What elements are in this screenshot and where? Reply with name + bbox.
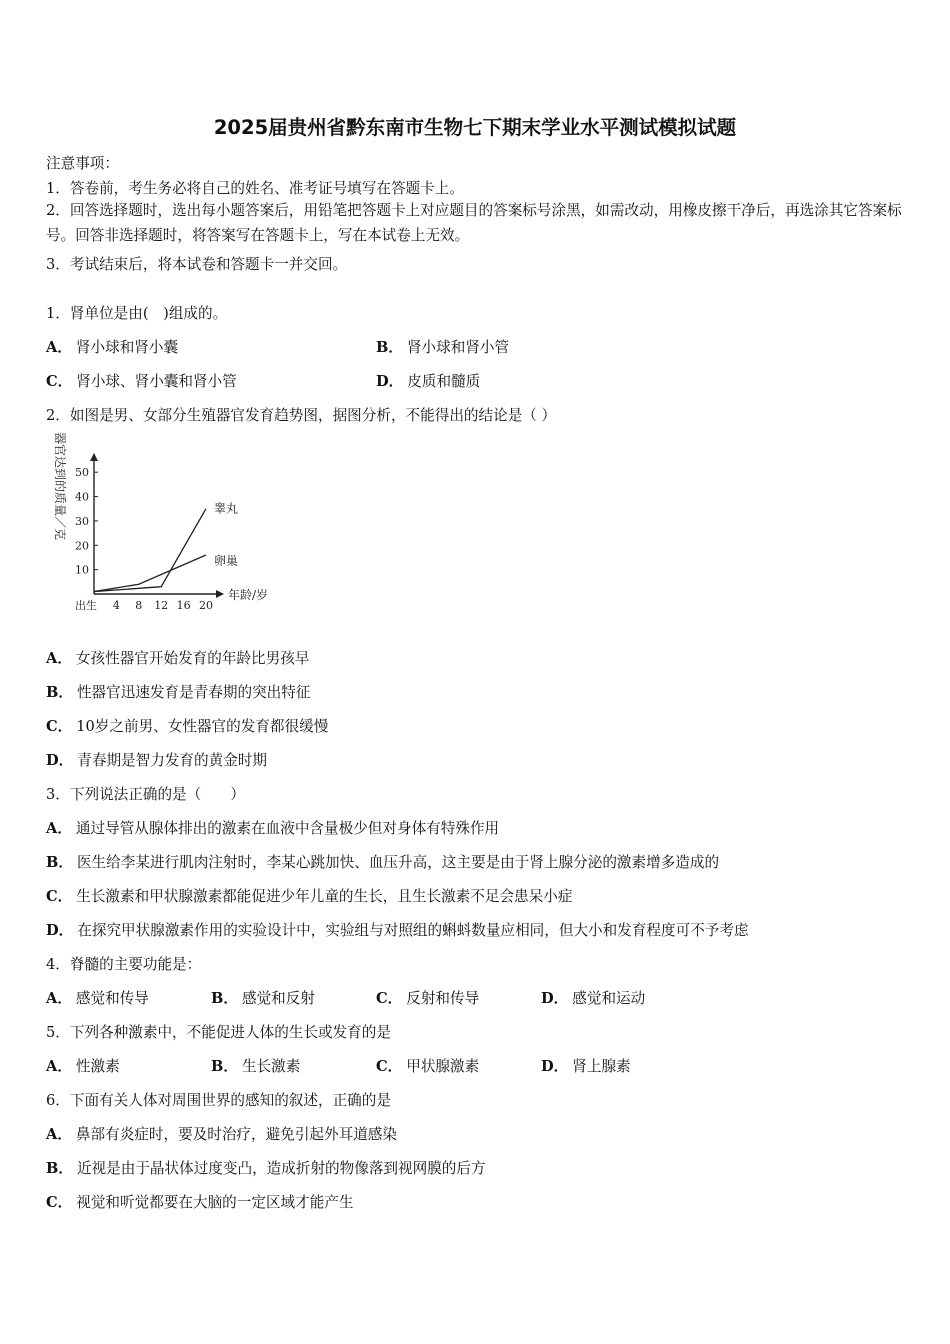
option-text: 感觉和传导 (75, 990, 149, 1007)
option-label: D． (541, 990, 569, 1007)
option-label: C． (46, 718, 73, 735)
option-label: C． (46, 888, 73, 905)
option-text: 性器官迅速发育是青春期的突出特征 (76, 684, 311, 701)
option-label: B． (46, 684, 73, 701)
option-text: 甲状腺激素 (406, 1058, 480, 1075)
option-text: 通过导管从腺体排出的激素在血液中含量极少但对身体有特殊作用 (75, 820, 500, 837)
option-text: 皮质和髓质 (407, 373, 481, 390)
series-label-1: 睾丸 (214, 501, 239, 516)
y-tick-label: 30 (75, 514, 89, 528)
option-text: 感觉和运动 (572, 990, 646, 1007)
notice-item-2: 2．回答选择题时，选出每小题答案后，用铅笔把答题卡上对应题目的答案标号涂黑，如需改动，用橡皮擦干净后，再选涂其它答案标号。回答非选择题时，将答案写在答题卡上，写在本试卷上无效。 (46, 202, 902, 244)
q5-option-b[interactable] (211, 1055, 300, 1076)
q3-option-b[interactable] (46, 851, 719, 872)
y-axis-label: 器官达到的质量／克 (53, 432, 67, 541)
question-6-stem: 6．下面有关人体对周围世界的感知的叙述，正确的是 (46, 1092, 391, 1109)
option-text: 性激素 (75, 1058, 120, 1075)
q4-option-b[interactable] (211, 987, 315, 1008)
x-tick-label: 4 (112, 599, 120, 612)
series-line-2 (94, 555, 206, 592)
notice-heading: 注意事项： (46, 155, 119, 172)
q2-option-b[interactable] (46, 681, 310, 702)
y-tick-label: 40 (75, 490, 89, 504)
option-text: 10岁之前男、女性器官的发育都很缓慢 (76, 718, 329, 735)
option-text: 肾上腺素 (572, 1058, 631, 1075)
q3-option-c[interactable] (46, 885, 572, 906)
q1-option-a[interactable] (46, 336, 178, 357)
x-tick-label: 出生 (75, 599, 97, 612)
option-label: B． (46, 1160, 73, 1177)
option-label: D． (541, 1058, 569, 1075)
option-text: 青春期是智力发育的黄金时期 (77, 752, 267, 769)
q1-option-c[interactable] (46, 370, 237, 391)
option-label: B． (376, 339, 403, 356)
option-text: 生长激素和甲状腺激素都能促进少年儿童的生长，且生长激素不足会患呆小症 (76, 888, 573, 905)
option-text: 女孩性器官开始发育的年龄比男孩早 (75, 650, 310, 667)
option-label: C． (376, 1058, 403, 1075)
question-1-stem: 1．肾单位是由( )组成的。 (46, 305, 228, 322)
option-text: 视觉和听觉都要在大脑的一定区域才能产生 (76, 1194, 354, 1211)
x-tick-label: 12 (154, 599, 169, 612)
q5-option-d[interactable] (541, 1055, 631, 1076)
q2-option-a[interactable] (46, 647, 309, 668)
q1-option-d[interactable] (376, 370, 480, 391)
option-label: B． (211, 990, 238, 1007)
option-text: 肾小球和肾小囊 (75, 339, 179, 356)
page-title: 2025届贵州省黔东南市生物七下期末学业水平测试模拟试题 (213, 116, 737, 139)
q6-option-a[interactable] (46, 1123, 397, 1144)
option-label: D． (46, 752, 74, 769)
option-text: 反射和传导 (406, 990, 480, 1007)
option-label: B． (46, 854, 73, 871)
option-label: A． (46, 1058, 72, 1075)
option-label: D． (376, 373, 404, 390)
option-text: 在探究甲状腺激素作用的实验设计中，实验组与对照组的蝌蚪数量应相同，但大小和发育程度可不予考虑 (77, 922, 749, 939)
q5-option-c[interactable] (376, 1055, 479, 1076)
question-3-stem: 3．下列说法正确的是（ ） (46, 786, 246, 803)
option-text: 医生给李某进行肌肉注射时，李某心跳加快、血压升高，这主要是由于肾上腺分泌的激素增多造成的 (76, 854, 720, 871)
option-label: A． (46, 1126, 72, 1143)
q6-option-b[interactable] (46, 1157, 486, 1178)
option-label: A． (46, 990, 72, 1007)
series-label-2: 卵巢 (214, 554, 239, 569)
q4-option-d[interactable] (541, 987, 645, 1008)
q4-option-c[interactable] (376, 987, 479, 1008)
x-tick-label: 8 (135, 599, 143, 612)
x-axis-label: 年龄/岁 (228, 588, 269, 602)
option-label: C． (46, 1194, 73, 1211)
option-label: D． (46, 922, 74, 939)
option-text: 鼻部有炎症时，要及时治疗，避免引起外耳道感染 (75, 1126, 397, 1143)
option-label: A． (46, 650, 72, 667)
y-tick-label: 20 (75, 539, 89, 553)
y-tick-label: 50 (75, 466, 89, 480)
q4-option-a[interactable] (46, 987, 149, 1008)
option-text: 肾小球和肾小管 (406, 339, 510, 356)
y-tick-label: 10 (75, 563, 89, 577)
option-label: A． (46, 339, 72, 356)
option-label: C． (46, 373, 73, 390)
x-tick-label: 16 (176, 599, 191, 612)
y-axis-arrow (90, 453, 98, 461)
q3-option-d[interactable] (46, 919, 749, 940)
question-5-stem: 5．下列各种激素中，不能促进人体的生长或发育的是 (46, 1024, 391, 1041)
notice-item-3: 3．考试结束后，将本试卷和答题卡一并交回。 (46, 256, 348, 273)
option-text: 感觉和反射 (241, 990, 315, 1007)
q3-option-a[interactable] (46, 817, 499, 838)
x-axis-arrow (216, 590, 224, 598)
q2-option-c[interactable] (46, 715, 328, 736)
option-label: C． (376, 990, 403, 1007)
q2-option-d[interactable] (46, 749, 267, 770)
question-2-stem: 2．如图是男、女部分生殖器官发育趋势图，据图分析，不能得出的结论是（ ） (46, 407, 557, 424)
option-text: 近视是由于晶状体过度变凸，造成折射的物像落到视网膜的后方 (76, 1160, 486, 1177)
option-label: B． (211, 1058, 238, 1075)
development-chart (44, 428, 284, 618)
option-text: 生长激素 (241, 1058, 301, 1075)
notice-item-1: 1．答卷前，考生务必将自己的姓名、准考证号填写在答题卡上。 (46, 180, 464, 197)
q5-option-a[interactable] (46, 1055, 120, 1076)
x-tick-label: 20 (199, 599, 213, 612)
q6-option-c[interactable] (46, 1191, 354, 1212)
q1-option-b[interactable] (376, 336, 509, 357)
option-label: A． (46, 820, 72, 837)
question-4-stem: 4．脊髓的主要功能是： (46, 956, 202, 973)
option-text: 肾小球、肾小囊和肾小管 (76, 373, 237, 390)
